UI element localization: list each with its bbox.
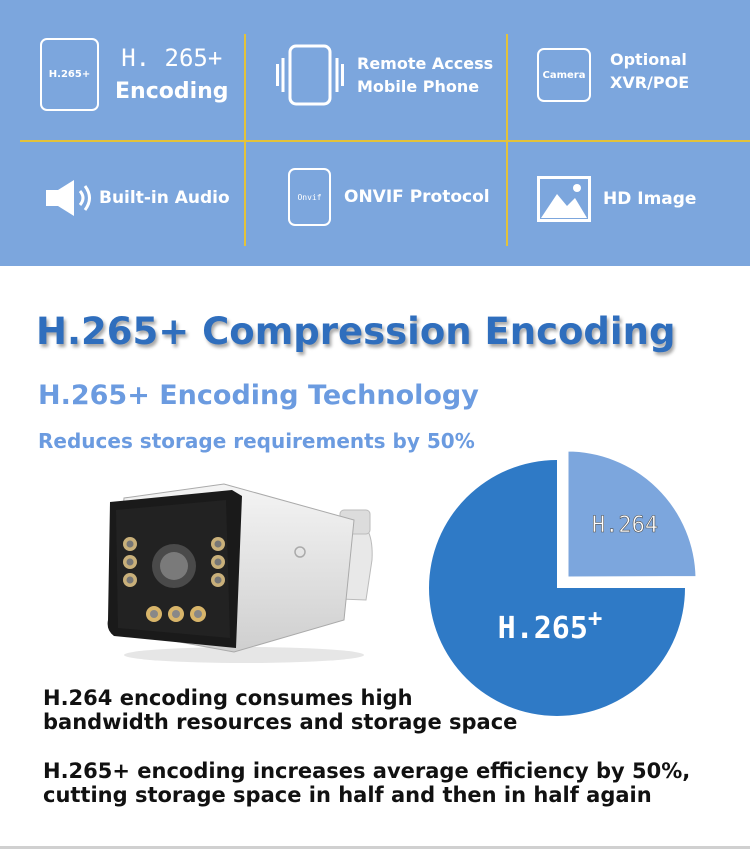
divider bbox=[20, 140, 750, 142]
h265-note-line2: cutting storage space in half and then in half again bbox=[43, 783, 652, 807]
pie-label-h265: H.265+ bbox=[497, 604, 603, 646]
bottom-divider bbox=[0, 846, 750, 849]
onvif-icon: Onvif bbox=[288, 168, 331, 226]
h264-note-line2: bandwidth resources and storage space bbox=[43, 710, 518, 734]
feature-hd-image bbox=[537, 176, 696, 222]
xvr-line2: XVR/POE bbox=[610, 73, 690, 92]
hd-image-label: HD Image bbox=[603, 188, 697, 209]
mobile-phone-icon bbox=[276, 44, 344, 106]
h265-icon: H.265+ bbox=[40, 38, 99, 111]
feature-banner bbox=[0, 0, 750, 266]
page-subtitle: H.265+ Encoding Technology bbox=[38, 380, 479, 411]
feature-audio bbox=[44, 178, 230, 218]
page-title: H.265+ Compression Encoding bbox=[36, 310, 676, 353]
image-icon bbox=[537, 176, 591, 222]
h265-label-line1: H. 265+ bbox=[121, 43, 223, 72]
h265-note-line1: H.265+ encoding increases average efficiency by 50%, bbox=[43, 759, 691, 783]
feature-h265 bbox=[40, 38, 229, 111]
xvr-line1: Optional bbox=[610, 50, 687, 69]
xvr-label bbox=[610, 48, 689, 94]
remote-access-label bbox=[357, 52, 493, 98]
pie-label-h264: H.264 bbox=[591, 513, 659, 538]
remote-access-line2: Mobile Phone bbox=[357, 77, 480, 96]
audio-label: Built-in Audio bbox=[99, 187, 230, 208]
h265-label-line2: Encoding bbox=[115, 78, 229, 104]
camera-image bbox=[104, 480, 394, 670]
speaker-icon bbox=[44, 178, 92, 218]
h264-note bbox=[43, 686, 517, 734]
h264-note-line1: H.264 encoding consumes high bbox=[43, 686, 413, 710]
onvif-label: ONVIF Protocol bbox=[344, 186, 490, 207]
storage-reduction-text: Reduces storage requirements by 50% bbox=[38, 429, 475, 453]
h265-note bbox=[43, 759, 690, 807]
h265-label bbox=[115, 41, 229, 109]
feature-remote-access bbox=[276, 44, 493, 106]
remote-access-line1: Remote Access bbox=[357, 54, 494, 73]
feature-onvif bbox=[288, 168, 490, 226]
camera-icon: Camera bbox=[537, 48, 591, 102]
feature-xvr bbox=[537, 48, 689, 102]
